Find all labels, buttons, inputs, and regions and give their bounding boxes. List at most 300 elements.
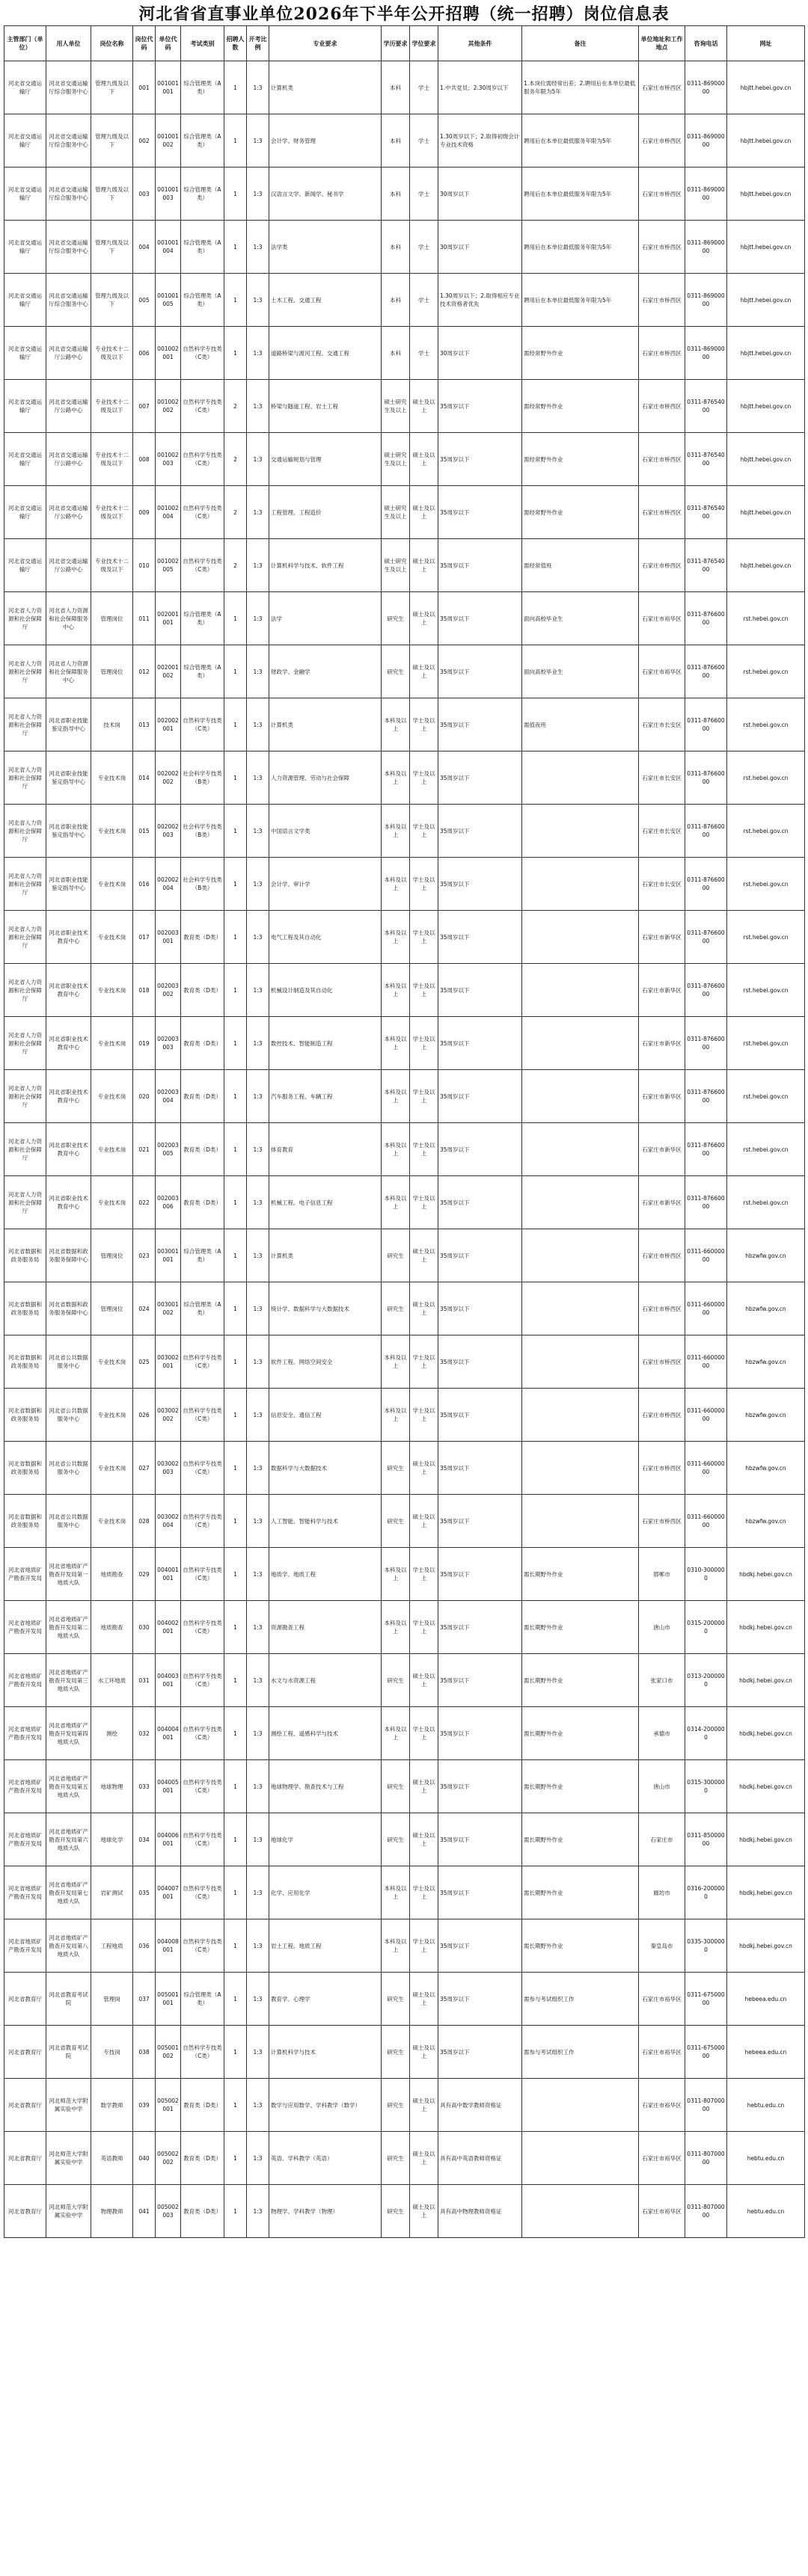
table-cell: 本科及以上: [382, 1866, 410, 1919]
table-cell: 1: [224, 1442, 247, 1495]
table-cell: 会计学、财务管理: [269, 114, 382, 167]
table-cell: 1:3: [247, 2026, 269, 2079]
table-cell: 专业技术岗: [91, 858, 133, 911]
table-cell: hebeea.edu.cn: [727, 2026, 805, 2079]
table-cell: hbdkj.hebei.gov.cn: [727, 1654, 805, 1707]
table-cell: hbdkj.hebei.gov.cn: [727, 1813, 805, 1866]
table-cell: 30周岁以下: [438, 221, 522, 274]
table-cell: 专业技术岗: [91, 964, 133, 1017]
table-cell: 002003005: [156, 1123, 181, 1176]
table-cell: 2: [224, 539, 247, 592]
table-cell: 会计学、审计学: [269, 858, 382, 911]
table-cell: 唐山市: [639, 1760, 685, 1813]
table-cell: 本科及以上: [382, 1070, 410, 1123]
table-cell: 河北省职业技术教育中心: [46, 1017, 91, 1070]
table-cell: 0314-2000000: [685, 1707, 727, 1760]
table-cell: 35周岁以下: [438, 911, 522, 964]
table-cell: 005: [133, 274, 156, 327]
table-cell: 管理九级及以下: [91, 167, 133, 221]
table-cell: 35周岁以下: [438, 1442, 522, 1495]
table-cell: 河北省人力资源和社会保障厅: [4, 805, 46, 858]
table-cell: 35周岁以下: [438, 1919, 522, 1973]
table-cell: 河北省公共数据服务中心: [46, 1442, 91, 1495]
table-cell: 0311-87660000: [685, 964, 727, 1017]
table-cell: 需参与考试组织工作: [522, 1973, 639, 2026]
table-cell: 学士: [410, 274, 438, 327]
table-cell: 河北省数据和政务服务局: [4, 1229, 46, 1282]
table-cell: 009: [133, 486, 156, 539]
table-cell: 硕士研究生及以上: [382, 486, 410, 539]
table-cell: 1:3: [247, 1229, 269, 1282]
table-cell: hebtu.edu.cn: [727, 2079, 805, 2132]
table-cell: 1: [224, 1973, 247, 2026]
table-cell: 本科及以上: [382, 1548, 410, 1601]
table-cell: 学士: [410, 61, 438, 114]
table-cell: 石家庄市裕华区: [639, 2132, 685, 2185]
table-cell: rst.hebei.gov.cn: [727, 1070, 805, 1123]
table-cell: 河北省地质矿产勘查开发局: [4, 1548, 46, 1601]
table-cell: 1:3: [247, 1760, 269, 1813]
table-cell: rst.hebei.gov.cn: [727, 751, 805, 805]
table-cell: 河北省交通运输厅: [4, 433, 46, 486]
table-cell: 水工环地质: [91, 1654, 133, 1707]
table-cell: 研究生: [382, 645, 410, 698]
table-cell: 本科及以上: [382, 1389, 410, 1442]
table-cell: [522, 858, 639, 911]
table-cell: 0311-80700000: [685, 2132, 727, 2185]
table-cell: 1: [224, 1282, 247, 1335]
table-cell: 027: [133, 1442, 156, 1495]
table-cell: 石家庄市桥西区: [639, 1442, 685, 1495]
table-cell: 1:3: [247, 380, 269, 433]
table-row: [4, 805, 805, 858]
table-cell: 35周岁以下: [438, 698, 522, 751]
table-cell: 硕士及以上: [410, 1760, 438, 1813]
table-cell: 003002003: [156, 1442, 181, 1495]
table-cell: 英语教师: [91, 2132, 133, 2185]
table-cell: 014: [133, 751, 156, 805]
table-cell: hbjtt.hebei.gov.cn: [727, 221, 805, 274]
table-cell: 1: [224, 221, 247, 274]
table-cell: 001002004: [156, 486, 181, 539]
table-cell: 35周岁以下: [438, 751, 522, 805]
table-cell: 学士: [410, 167, 438, 221]
table-cell: 0311-87654000: [685, 539, 727, 592]
table-cell: [522, 964, 639, 1017]
table-cell: 河北省交通运输厅: [4, 486, 46, 539]
table-cell: 35周岁以下: [438, 964, 522, 1017]
table-cell: hbjtt.hebei.gov.cn: [727, 114, 805, 167]
table-cell: 研究生: [382, 1813, 410, 1866]
table-cell: 专业技术岗: [91, 1123, 133, 1176]
table-cell: 1:3: [247, 592, 269, 645]
table-cell: 河北省交通运输厅: [4, 61, 46, 114]
table-row: [4, 1389, 805, 1442]
table-cell: 专业技术十二级及以下: [91, 433, 133, 486]
table-cell: hbjtt.hebei.gov.cn: [727, 433, 805, 486]
table-cell: 物理教师: [91, 2185, 133, 2238]
table-cell: 数学与应用数学、学科教学（数学）: [269, 2079, 382, 2132]
table-cell: 038: [133, 2026, 156, 2079]
column-header: 学历要求: [382, 26, 410, 61]
table-cell: 河北省交通运输厅: [4, 539, 46, 592]
table-cell: 河北省人力资源和社会保障厅: [4, 698, 46, 751]
table-cell: 硕士及以上: [410, 2132, 438, 2185]
table-cell: 1:3: [247, 911, 269, 964]
table-cell: 社会科学专技类（B类）: [181, 751, 224, 805]
table-cell: 35周岁以下: [438, 1282, 522, 1335]
table-cell: 需长期野外作业: [522, 1548, 639, 1601]
table-cell: [522, 1070, 639, 1123]
table-cell: 0311-87654000: [685, 433, 727, 486]
table-cell: 岩土工程、地质工程: [269, 1919, 382, 1973]
table-cell: 1:3: [247, 1070, 269, 1123]
table-cell: 005002002: [156, 2132, 181, 2185]
table-cell: 026: [133, 1389, 156, 1442]
table-cell: 30周岁以下: [438, 327, 522, 380]
table-cell: 自然科学专技类（C类）: [181, 1813, 224, 1866]
table-cell: 学士及以上: [410, 1548, 438, 1601]
table-cell: 面向高校毕业生: [522, 592, 639, 645]
table-cell: 社会科学专技类（B类）: [181, 858, 224, 911]
table-cell: 011: [133, 592, 156, 645]
table-row: [4, 1973, 805, 2026]
table-header-row: [4, 26, 805, 61]
table-cell: 2: [224, 486, 247, 539]
table-cell: 河北省教育厅: [4, 2079, 46, 2132]
table-cell: 35周岁以下: [438, 805, 522, 858]
table-cell: 石家庄市裕华区: [639, 2079, 685, 2132]
table-cell: [522, 1229, 639, 1282]
table-cell: 英语、学科教学（英语）: [269, 2132, 382, 2185]
table-cell: 河北省数据和政务服务局: [4, 1335, 46, 1389]
table-cell: 河北省数据和政务服务局: [4, 1495, 46, 1548]
table-cell: 002003004: [156, 1070, 181, 1123]
table-cell: 1:3: [247, 1654, 269, 1707]
table-cell: 河北省职业技能鉴定指导中心: [46, 751, 91, 805]
table-cell: 学士及以上: [410, 1389, 438, 1442]
table-cell: [522, 1442, 639, 1495]
table-cell: 004005001: [156, 1760, 181, 1813]
table-cell: 河北省公共数据服务中心: [46, 1335, 91, 1389]
table-cell: 地质学、地质工程: [269, 1548, 382, 1601]
table-cell: hebeea.edu.cn: [727, 1973, 805, 2026]
table-cell: 技术岗: [91, 698, 133, 751]
table-cell: 0315-3000000: [685, 1760, 727, 1813]
table-cell: hbjtt.hebei.gov.cn: [727, 167, 805, 221]
table-cell: 学士及以上: [410, 1707, 438, 1760]
table-cell: 张家口市: [639, 1654, 685, 1707]
table-cell: 1:3: [247, 1176, 269, 1229]
table-cell: 1: [224, 1070, 247, 1123]
table-cell: 专业技术十二级及以下: [91, 380, 133, 433]
table-cell: 综合管理类（A类）: [181, 1973, 224, 2026]
table-cell: 硕士及以上: [410, 2026, 438, 2079]
table-cell: 本科: [382, 221, 410, 274]
table-cell: 1: [224, 2185, 247, 2238]
table-cell: 河北省人力资源和社会保障厅: [4, 1176, 46, 1229]
table-cell: 002003006: [156, 1176, 181, 1229]
table-cell: 河北省地质矿产勘查开发局第七地质大队: [46, 1866, 91, 1919]
table-cell: 本科及以上: [382, 1707, 410, 1760]
table-cell: 学士: [410, 221, 438, 274]
table-cell: 需长期野外作业: [522, 1813, 639, 1866]
table-row: [4, 1335, 805, 1389]
table-cell: 信息安全、通信工程: [269, 1389, 382, 1442]
table-cell: 需经常野外作业: [522, 486, 639, 539]
table-cell: 法学: [269, 592, 382, 645]
table-cell: 35周岁以下: [438, 858, 522, 911]
table-cell: 35周岁以下: [438, 2026, 522, 2079]
table-cell: 专业技术岗: [91, 1335, 133, 1389]
table-cell: 学士及以上: [410, 751, 438, 805]
table-cell: 研究生: [382, 1973, 410, 2026]
table-cell: 教育类（D类）: [181, 2185, 224, 2238]
table-cell: hbjtt.hebei.gov.cn: [727, 327, 805, 380]
table-cell: 计算机类: [269, 61, 382, 114]
table-cell: 008: [133, 433, 156, 486]
table-cell: 学士及以上: [410, 805, 438, 858]
table-cell: 学士及以上: [410, 1866, 438, 1919]
table-row: [4, 1229, 805, 1282]
table-cell: 硕士及以上: [410, 1813, 438, 1866]
table-cell: 学士及以上: [410, 698, 438, 751]
table-cell: 河北省交通运输厅综合服务中心: [46, 61, 91, 114]
table-cell: rst.hebei.gov.cn: [727, 964, 805, 1017]
table-cell: 研究生: [382, 1442, 410, 1495]
table-cell: hbjtt.hebei.gov.cn: [727, 61, 805, 114]
table-cell: 秦皇岛市: [639, 1919, 685, 1973]
table-cell: 河北省数据和政务服务局: [4, 1442, 46, 1495]
table-cell: 1: [224, 1017, 247, 1070]
table-cell: 1:3: [247, 1335, 269, 1389]
table-cell: 石家庄市桥西区: [639, 167, 685, 221]
table-cell: 教育类（D类）: [181, 1070, 224, 1123]
table-cell: 河北省交通运输厅公路中心: [46, 539, 91, 592]
table-cell: 1:3: [247, 698, 269, 751]
table-cell: rst.hebei.gov.cn: [727, 805, 805, 858]
table-cell: 需经常野外作业: [522, 327, 639, 380]
table-cell: 研究生: [382, 1229, 410, 1282]
table-cell: 聘用后在本单位最低服务年限为5年: [522, 167, 639, 221]
table-cell: 0311-87660000: [685, 911, 727, 964]
table-cell: 测绘工程、遥感科学与技术: [269, 1707, 382, 1760]
table-cell: 35周岁以下: [438, 1707, 522, 1760]
table-cell: 河北省交通运输厅综合服务中心: [46, 221, 91, 274]
table-row: [4, 911, 805, 964]
table-cell: 1: [224, 1601, 247, 1654]
table-cell: 硕士研究生及以上: [382, 433, 410, 486]
table-cell: 管理岗位: [91, 645, 133, 698]
table-cell: 032: [133, 1707, 156, 1760]
table-cell: 地球物理学、勘查技术与工程: [269, 1760, 382, 1813]
table-cell: 本科及以上: [382, 1176, 410, 1229]
table-cell: 35周岁以下: [438, 1601, 522, 1654]
table-cell: 004002001: [156, 1601, 181, 1654]
table-cell: 石家庄市新华区: [639, 1176, 685, 1229]
table-cell: 研究生: [382, 2132, 410, 2185]
table-cell: 003001001: [156, 1229, 181, 1282]
table-row: [4, 1654, 805, 1707]
table-row: [4, 698, 805, 751]
table-row: [4, 592, 805, 645]
table-cell: 河北省人力资源和社会保障厅: [4, 964, 46, 1017]
table-cell: hbdkj.hebei.gov.cn: [727, 1760, 805, 1813]
table-cell: 0311-66000000: [685, 1229, 727, 1282]
column-header: 招聘人数: [224, 26, 247, 61]
table-cell: 1:3: [247, 167, 269, 221]
table-cell: 0311-87660000: [685, 645, 727, 698]
table-cell: 河北省人力资源和社会保障厅: [4, 645, 46, 698]
table-cell: 35周岁以下: [438, 433, 522, 486]
table-row: [4, 433, 805, 486]
table-cell: 0311-87660000: [685, 751, 727, 805]
column-header: 单位代码: [156, 26, 181, 61]
table-cell: 硕士研究生及以上: [382, 539, 410, 592]
table-cell: 自然科学专技类（C类）: [181, 1707, 224, 1760]
table-cell: 管理九级及以下: [91, 114, 133, 167]
table-cell: 河北省公共数据服务中心: [46, 1389, 91, 1442]
table-cell: 1: [224, 61, 247, 114]
table-cell: 001001004: [156, 221, 181, 274]
table-cell: 1:3: [247, 1707, 269, 1760]
table-cell: 河北省人力资源和社会保障厅: [4, 911, 46, 964]
table-cell: 需参与考试组织工作: [522, 2026, 639, 2079]
table-cell: 1:3: [247, 2185, 269, 2238]
table-cell: 硕士及以上: [410, 592, 438, 645]
table-cell: 石家庄市桥西区: [639, 1335, 685, 1389]
table-cell: 033: [133, 1760, 156, 1813]
table-cell: 人力资源管理、劳动与社会保障: [269, 751, 382, 805]
table-cell: 硕士及以上: [410, 1282, 438, 1335]
table-cell: 35周岁以下: [438, 1866, 522, 1919]
table-cell: rst.hebei.gov.cn: [727, 645, 805, 698]
column-header: 考试类别: [181, 26, 224, 61]
table-cell: 硕士及以上: [410, 2185, 438, 2238]
table-cell: 河北省交通运输厅公路中心: [46, 327, 91, 380]
table-cell: rst.hebei.gov.cn: [727, 1017, 805, 1070]
table-cell: 自然科学专技类（C类）: [181, 1548, 224, 1601]
table-cell: 河北师范大学附属实验中学: [46, 2132, 91, 2185]
table-cell: 1:3: [247, 486, 269, 539]
table-cell: 031: [133, 1654, 156, 1707]
table-cell: 河北省地质矿产勘查开发局第三地质大队: [46, 1654, 91, 1707]
table-cell: 0311-86900000: [685, 61, 727, 114]
table-cell: hbdkj.hebei.gov.cn: [727, 1919, 805, 1973]
table-cell: 河北省职业技术教育中心: [46, 1176, 91, 1229]
table-cell: 1:3: [247, 751, 269, 805]
table-cell: 石家庄市桥西区: [639, 380, 685, 433]
table-cell: 1:3: [247, 964, 269, 1017]
table-cell: 002002003: [156, 805, 181, 858]
table-cell: 1: [224, 1548, 247, 1601]
table-cell: hbzwfw.gov.cn: [727, 1335, 805, 1389]
table-cell: 石家庄市长安区: [639, 751, 685, 805]
table-cell: 石家庄市桥西区: [639, 1229, 685, 1282]
table-cell: 需经常野外作业: [522, 433, 639, 486]
table-cell: 本科: [382, 167, 410, 221]
table-cell: 学士: [410, 114, 438, 167]
table-cell: 本科及以上: [382, 1601, 410, 1654]
table-cell: 化学、应用化学: [269, 1866, 382, 1919]
table-cell: 河北省人力资源和社会保障厅: [4, 1017, 46, 1070]
table-cell: 2: [224, 433, 247, 486]
column-header: 咨询电话: [685, 26, 727, 61]
table-cell: 自然科学专技类（C类）: [181, 486, 224, 539]
table-cell: 硕士及以上: [410, 1495, 438, 1548]
table-cell: 学士及以上: [410, 1335, 438, 1389]
table-cell: 管理岗位: [91, 1282, 133, 1335]
table-cell: 025: [133, 1335, 156, 1389]
table-cell: 硕士及以上: [410, 433, 438, 486]
table-cell: 机械设计制造及其自动化: [269, 964, 382, 1017]
table-cell: 学士及以上: [410, 1123, 438, 1176]
table-cell: 石家庄市长安区: [639, 858, 685, 911]
table-cell: 需长期野外作业: [522, 1866, 639, 1919]
table-cell: 石家庄市裕华区: [639, 1973, 685, 2026]
table-cell: 石家庄市桥西区: [639, 221, 685, 274]
table-cell: 河北省地质矿产勘查开发局: [4, 1654, 46, 1707]
table-row: [4, 2185, 805, 2238]
table-cell: 35周岁以下: [438, 1229, 522, 1282]
table-cell: 本科: [382, 274, 410, 327]
table-cell: 石家庄市新华区: [639, 1123, 685, 1176]
table-row: [4, 1495, 805, 1548]
table-cell: 1.30周岁以下；2.取得初级会计专业技术资格: [438, 114, 522, 167]
table-row: [4, 61, 805, 114]
table-cell: 石家庄市裕华区: [639, 592, 685, 645]
table-cell: hebtu.edu.cn: [727, 2185, 805, 2238]
table-cell: 河北省教育厅: [4, 2185, 46, 2238]
table-cell: hbzwfw.gov.cn: [727, 1282, 805, 1335]
column-header: 其他条件: [438, 26, 522, 61]
table-row: [4, 1282, 805, 1335]
table-cell: 024: [133, 1282, 156, 1335]
table-cell: 35周岁以下: [438, 1017, 522, 1070]
table-cell: hbzwfw.gov.cn: [727, 1229, 805, 1282]
table-cell: 35周岁以下: [438, 1973, 522, 2026]
table-cell: 教育类（D类）: [181, 1017, 224, 1070]
table-cell: 自然科学专技类（C类）: [181, 380, 224, 433]
table-cell: 电气工程及其自动化: [269, 911, 382, 964]
table-cell: 石家庄市桥西区: [639, 327, 685, 380]
table-cell: 硕士及以上: [410, 380, 438, 433]
table-cell: 本科: [382, 327, 410, 380]
table-cell: 管理九级及以下: [91, 61, 133, 114]
table-cell: 1:3: [247, 1495, 269, 1548]
table-cell: 1:3: [247, 221, 269, 274]
table-cell: 河北省教育考试院: [46, 2026, 91, 2079]
table-cell: 0311-66000000: [685, 1495, 727, 1548]
table-cell: 本科及以上: [382, 1123, 410, 1176]
table-row: [4, 380, 805, 433]
table-cell: 石家庄市桥西区: [639, 433, 685, 486]
table-cell: 1:3: [247, 274, 269, 327]
table-cell: 002002001: [156, 698, 181, 751]
table-cell: 石家庄市新华区: [639, 911, 685, 964]
table-cell: 1:3: [247, 2079, 269, 2132]
table-cell: 数据科学与大数据技术: [269, 1442, 382, 1495]
table-cell: hbdkj.hebei.gov.cn: [727, 1707, 805, 1760]
table-row: [4, 751, 805, 805]
table-row: [4, 1866, 805, 1919]
table-cell: 研究生: [382, 592, 410, 645]
table-cell: 001001003: [156, 167, 181, 221]
table-cell: 具有高中物理教师资格证: [438, 2185, 522, 2238]
table-cell: 学士及以上: [410, 1919, 438, 1973]
table-cell: rst.hebei.gov.cn: [727, 1123, 805, 1176]
table-cell: 自然科学专技类（C类）: [181, 1389, 224, 1442]
